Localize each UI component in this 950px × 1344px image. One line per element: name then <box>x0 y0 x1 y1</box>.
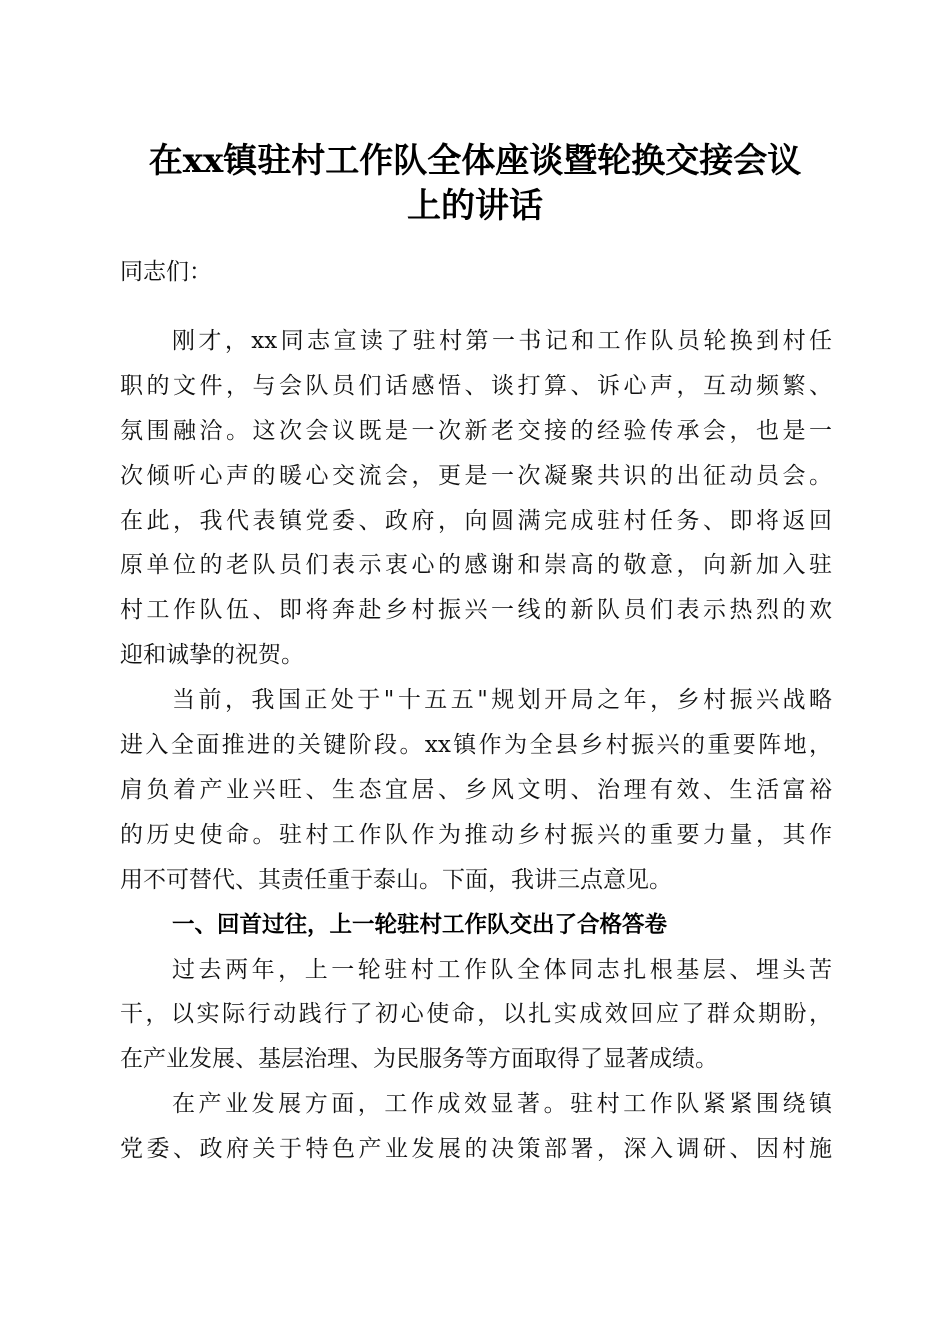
paragraph-3-line-2: 干，以实际行动践行了初心使命，以扎实成效回应了群众期盼， <box>120 1001 832 1027</box>
paragraph-4-line-2: 党委、政府关于特色产业发展的决策部署，深入调研、因村施 <box>120 1136 832 1162</box>
paragraph-3-line-3: 在产业发展、基层治理、为民服务等方面取得了显著成绩。 <box>120 1046 718 1072</box>
paragraph-2-line-1: 当前，我国正处于"十五五"规划开局之年，乡村振兴战略 <box>172 687 832 713</box>
paragraph-2-line-5: 用不可替代、其责任重于泰山。下面，我讲三点意见。 <box>120 867 672 893</box>
paragraph-2-line-3: 肩负着产业兴旺、生态宜居、乡风文明、治理有效、生活富裕 <box>120 777 832 803</box>
paragraph-1-line-4: 次倾听心声的暖心交流会，更是一次凝聚共识的出征动员会。 <box>120 463 832 489</box>
salutation: 同志们： <box>120 259 212 285</box>
paragraph-4-line-1: 在产业发展方面，工作成效显著。驻村工作队紧紧围绕镇 <box>172 1091 832 1117</box>
document-title-line-1: 在xx镇驻村工作队全体座谈暨轮换交接会议 <box>148 141 802 181</box>
paragraph-1-line-3: 氛围融洽。这次会议既是一次新老交接的经验传承会，也是一 <box>120 418 832 444</box>
paragraph-1-line-5: 在此，我代表镇党委、政府，向圆满完成驻村任务、即将返回 <box>120 508 832 534</box>
paragraph-1-line-1: 刚才，xx同志宣读了驻村第一书记和工作队员轮换到村任 <box>172 328 832 354</box>
paragraph-3-line-1: 过去两年，上一轮驻村工作队全体同志扎根基层、埋头苦 <box>172 957 832 983</box>
paragraph-2-line-4: 的历史使命。驻村工作队作为推动乡村振兴的重要力量，其作 <box>120 822 832 848</box>
section-heading-1: 一、回首过往，上一轮驻村工作队交出了合格答卷 <box>172 912 668 938</box>
paragraph-1-line-2: 职的文件，与会队员们话感悟、谈打算、诉心声，互动频繁、 <box>120 373 832 399</box>
document-title-line-2: 上的讲话 <box>407 186 543 226</box>
paragraph-1-line-8: 迎和诚挚的祝贺。 <box>120 642 304 668</box>
paragraph-1-line-7: 村工作队伍、即将奔赴乡村振兴一线的新队员们表示热烈的欢 <box>120 597 832 623</box>
paragraph-2-line-2: 进入全面推进的关键阶段。xx镇作为全县乡村振兴的重要阵地， <box>120 732 832 758</box>
paragraph-1-line-6: 原单位的老队员们表示衷心的感谢和崇高的敬意，向新加入驻 <box>120 552 832 578</box>
